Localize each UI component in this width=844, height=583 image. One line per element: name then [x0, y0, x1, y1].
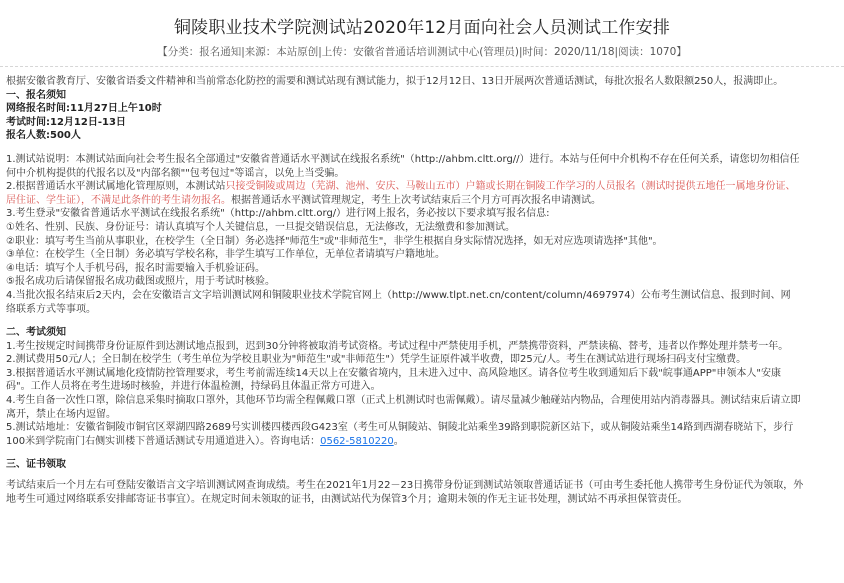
note-2-line-1: 2.根据普通话水平测试属地化管理原则，本测试站只接受铜陵或周边（芜湖、池州、安庆、马鞍山五市）户籍或长期在铜陵工作学习的人员报名（测试时提供五地任一属地身份证、 — [6, 181, 796, 193]
note-3: 3.考生登录"安徽省普通话水平测试在线报名系统"（http://ahbm.cltt.org/）进行网上报名，务必按以下要求填写报名信息: — [6, 208, 550, 220]
note-4-line-1: 4.当批次报名结束后2天内，会在安徽语言文字培训测试网和铜陵职业技术学院官网上（http://www.tlpt.net.cn/content/column/4697974）公布考生测试信息、报到时间、网 — [6, 289, 791, 301]
exam-line: 5.测试站地址：安徽省铜陵市铜官区翠湖四路2689号实训楼四楼西段G423室（考生可从铜陵站、铜陵北站乘坐39路到职院新区站下，或从铜陵站乘坐14路到西湖春晓站下，步行 — [6, 422, 794, 434]
exam-line: 离开，禁止在场内逗留。 — [6, 408, 116, 420]
list-item-name: ①姓名、性别、民族、身份证号：请认真填写个人关键信息，一旦提交错误信息，无法修改，无法缴费和参加测试。 — [6, 221, 515, 233]
exam-line: 1.考生按规定时间携带身份证原件到达测试地点报到，迟到30分钟将被取消考试资格。考试过程中严禁使用手机，严禁携带资料，严禁读稿、替考，违者以作弊处理并禁考一年。 — [6, 340, 789, 352]
note-2-restriction: 只接受铜陵或周边（芜湖、池州、安庆、马鞍山五市）户籍或长期在铜陵工作学习的人员报名（测试时提供五地任一属地身份证、 — [225, 181, 796, 193]
exam-line: 2.测试费用50元/人；全日制在校学生（考生单位为学校且职业为"师范生"或"非师范生"）凭学生证原件减半收费，即25元/人。考生在测试站进行现场扫码支付宝缴费。 — [6, 354, 747, 366]
section-heading-exam: 二、考试须知 — [6, 327, 66, 339]
exam-time: 考试时间:12月12日-13日 — [6, 116, 126, 128]
list-item-occupation: ②职业：填写考生当前从事职业，在校学生（全日制）务必选择"师范生"或"非师范生"，非学生根据自身实际情况选择，如无对应选项请选择"其他"。 — [6, 235, 663, 247]
phone-link[interactable]: 0562-5810220 — [320, 435, 394, 447]
note-1-line-2: 何中介机构提供的代报名以及"内部名额""包考包过"等谣言，以免上当受骗。 — [6, 167, 345, 179]
section-heading-certificate: 三、证书领取 — [6, 459, 66, 471]
list-item-unit: ③单位：在校学生（全日制）务必填写学校名称，非学生填写工作单位，无单位者请填写户籍地址。 — [6, 249, 445, 261]
registration-count: 报名人数:500人 — [6, 130, 81, 142]
note-2-restriction-end: 居住证、学生证），不满足此条件的考生请勿报名。 — [6, 194, 231, 206]
certificate-line: 地考生可通过网络联系安排邮寄证书事宜）。在规定时间未领取的证书，由测试站代为保管3个月；逾期未领的作无主证书处理，测试站不再承担保管责任。 — [6, 493, 688, 505]
exam-line: 码"。工作人员将在考生进场时核验，并进行体温检测，持绿码且体温正常方可进入。 — [6, 381, 381, 393]
list-item-screenshot: ⑤报名成功后请保留报名成功截图或照片，用于考试时核验。 — [6, 276, 275, 288]
exam-line-contact: 100米到学院南门右侧实训楼下普通话测试专用通道进入）。咨询电话：0562-5810220。 — [6, 435, 404, 447]
list-item-phone: ④电话：填写个人手机号码，报名时需要输入手机验证码。 — [6, 262, 265, 274]
intro-paragraph: 根据安徽省教育厅、安徽省语委文件精神和当前常态化防控的需要和测试站现有测试能力，拟于12月12日、13日开展两次普通话测试，每批次报名人数限额250人，报满即止。 — [6, 76, 784, 87]
section-heading-registration: 一、报名须知 — [6, 89, 66, 101]
article-meta: 【分类：报名通知|来源：本站原创|上传：安徽省普通话培训测试中心(管理员)|时间：2020/11/18|阅读：1070】 — [157, 46, 687, 58]
registration-time: 网络报名时间:11月27日上午10时 — [6, 103, 162, 115]
note-1-line-1: 1.测试站说明：本测试站面向社会考生报名全部通过"安徽省普通话水平测试在线报名系统"（http://ahbm.cltt.org//）进行。本站与任何中介机构不存在任何关系，请您切勿相信任 — [6, 153, 800, 165]
page-title: 铜陵职业技术学院测试站2020年12月面向社会人员测试工作安排 — [173, 18, 671, 38]
exam-line: 4.考生自备一次性口罩，除信息采集时摘取口罩外，其他环节均需全程佩戴口罩（正式上机测试时也需佩戴）。请尽量减少触碰站内物品，合理使用站内消毒器具。测试结束后请立即 — [6, 395, 801, 407]
note-4-line-2: 络联系方式等事项。 — [6, 303, 96, 315]
note-2-line-2: 居住证、学生证），不满足此条件的考生请勿报名。根据普通话水平测试管理规定，考生上次考试结束后三个月方可再次报名申请测试。 — [6, 194, 601, 206]
certificate-line: 考试结束后一个月左右可登陆安徽语言文字培训测试网查询成绩。考生在2021年1月22－23日携带身份证到测试站领取普通话证书（可由考生委托他人携带考生身份证代为领取，外 — [6, 480, 804, 492]
exam-line: 3.根据普通话水平测试属地化疫情防控管理要求，考生考前需连续14天以上在安徽省境内，且未进入过中、高风险地区。请各位考生收到通知后下载"皖事通APP"申领本人"安康 — [6, 367, 781, 379]
divider — [0, 66, 844, 68]
article-body — [6, 75, 836, 506]
